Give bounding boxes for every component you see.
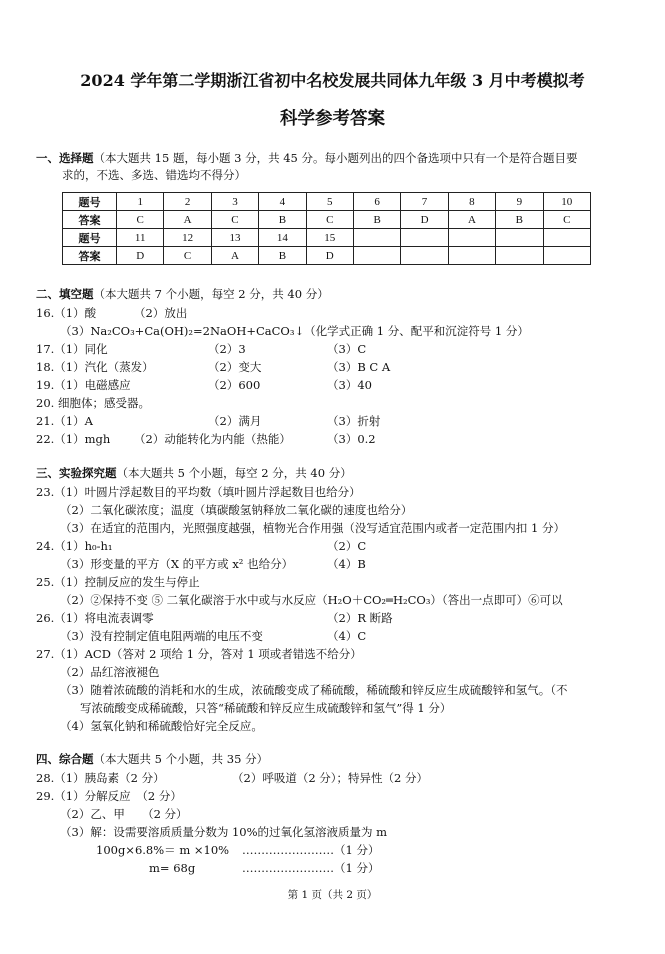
answer-line: 27.（1）ACD（答对 2 项给 1 分，答对 1 项或者错选不给分） [36, 647, 362, 661]
table-cell: C [164, 247, 211, 265]
answer-line: （3）40 [327, 378, 372, 392]
answer-line: 28.（1）胰岛素（2 分） [36, 771, 165, 785]
answer-line: （2）R 断路 [327, 611, 393, 625]
section3-desc: （本大题共 5 个小题，每空 2 分，共 40 分） [116, 466, 352, 480]
table-cell: D [306, 247, 353, 265]
answer-line: （2）二氧化碳浓度；温度（填碳酸氢钠释放二氧化碳的速度也给分） [60, 503, 413, 517]
section3-heading: 三、实验探究题 [36, 466, 117, 480]
score-note: ……………………（1 分） [242, 843, 380, 857]
table-cell: C [306, 211, 353, 229]
table-cell: 2 [164, 193, 211, 211]
section4-heading: 四、综合题 [36, 752, 94, 766]
table-cell [496, 229, 543, 247]
table-cell: 5 [306, 193, 353, 211]
section2-header [36, 287, 329, 301]
table-cell: 7 [401, 193, 448, 211]
document-subtitle: 科学参考答案 [280, 109, 385, 129]
calc-line: 100g×6.8%＝ m ×10% [96, 843, 230, 857]
calc-line: m= 68g [149, 861, 196, 875]
answer-line: （2）乙、甲 （2 分） [60, 807, 188, 821]
table-cell [496, 247, 543, 265]
answer-line: （4）氢氧化钠和稀硫酸恰好完全反应。 [60, 719, 263, 733]
table-cell: C [211, 211, 258, 229]
answer-line: （4）C [327, 629, 367, 643]
table-cell [543, 247, 590, 265]
table-cell: 9 [496, 193, 543, 211]
table-cell: 6 [353, 193, 400, 211]
table-cell: 3 [211, 193, 258, 211]
table-cell: B [259, 211, 306, 229]
answer-line: （3）折射 [327, 414, 381, 428]
row-label: 答案 [63, 211, 117, 229]
table-cell [353, 247, 400, 265]
row-label: 答案 [63, 247, 117, 265]
answer-line: 19.（1）电磁感应 [36, 378, 131, 392]
answer-line: （2）放出 [134, 306, 188, 320]
section1-heading: 一、选择题 [36, 151, 94, 165]
answer-line: （2）C [327, 539, 367, 553]
row-label: 题号 [63, 229, 117, 247]
table-cell: A [448, 211, 495, 229]
table-cell: 11 [117, 229, 164, 247]
table-row [63, 193, 591, 211]
answer-line: 24.（1）h₀-h₁ [36, 539, 113, 553]
table-cell: A [211, 247, 258, 265]
table-cell [448, 247, 495, 265]
answer-line: 26.（1）将电流表调零 [36, 611, 154, 625]
score-note: ……………………（1 分） [242, 861, 380, 875]
answer-line: （2）变大 [208, 360, 262, 374]
answer-line: （2）品红溶液褪色 [60, 665, 160, 679]
section3-header [36, 466, 352, 480]
answer-table [62, 192, 591, 265]
answer-line: （3）0.2 [327, 432, 376, 446]
table-cell [401, 229, 448, 247]
section2-desc: （本大题共 7 个小题，每空 2 分，共 40 分） [93, 287, 329, 301]
table-cell: A [164, 211, 211, 229]
table-cell: D [401, 211, 448, 229]
table-cell [401, 247, 448, 265]
answer-line: （2）动能转化为内能（热能） [134, 432, 291, 446]
answer-line: （2）满月 [208, 414, 262, 428]
table-cell [353, 229, 400, 247]
answer-line: （2）呼吸道（2 分）；特异性（2 分） [232, 771, 429, 785]
table-cell: B [259, 247, 306, 265]
answer-line: （3）随着浓硫酸的消耗和水的生成，浓硫酸变成了稀硫酸，稀硫酸和锌反应生成硫酸锌和氢气。（不 [60, 683, 568, 697]
section2-heading: 二、填空题 [36, 287, 94, 301]
table-cell: C [117, 211, 164, 229]
table-cell: B [353, 211, 400, 229]
table-cell: 10 [543, 193, 590, 211]
table-cell: D [117, 247, 164, 265]
answer-line: 25.（1）控制反应的发生与停止 [36, 575, 200, 589]
answer-line: （3）B C A [327, 360, 391, 374]
table-cell: B [496, 211, 543, 229]
table-cell: 15 [306, 229, 353, 247]
document-title: 2024 学年第二学期浙江省初中名校发展共同体九年级 3 月中考模拟考 [80, 71, 585, 90]
answer-line: 17.（1）同化 [36, 342, 108, 356]
answer-line: 16.（1）酸 [36, 306, 97, 320]
table-cell: 4 [259, 193, 306, 211]
answer-line: 写浓硫酸变成稀硫酸，只答“稀硫酸和锌反应生成硫酸锌和氢气”得 1 分） [80, 701, 452, 715]
answer-line: （2）3 [208, 342, 246, 356]
table-cell [448, 229, 495, 247]
row-label: 题号 [63, 193, 117, 211]
answer-line: （3）没有控制定值电阻两端的电压不变 [60, 629, 263, 643]
answer-line: 18.（1）汽化（蒸发） [36, 360, 154, 374]
section1-desc-2: 求的，不选、多选、错选均不得分） [62, 168, 246, 182]
table-cell: 12 [164, 229, 211, 247]
answer-line: （4）B [327, 557, 366, 571]
answer-line: （2）②保持不变 ⑤ 二氧化碳溶于水中或与水反应（H₂O＋CO₂═H₂CO₃）（答出一点即可）⑥可以 [60, 593, 563, 607]
answer-line: （2）600 [208, 378, 261, 392]
table-cell: C [543, 211, 590, 229]
page-footer: 第 1 页（共 2 页） [287, 889, 378, 901]
table-row [63, 229, 591, 247]
table-cell: 8 [448, 193, 495, 211]
section4-desc: （本大题共 5 个小题，共 35 分） [93, 752, 269, 766]
answer-line: （3）形变量的平方（X 的平方或 x² 也给分） [60, 557, 294, 571]
answer-line: （3）解：设需要溶质质量分数为 10%的过氧化氢溶液质量为 m [60, 825, 388, 839]
table-cell: 13 [211, 229, 258, 247]
table-row [63, 247, 591, 265]
answer-line: 23.（1）叶圆片浮起数目的平均数（填叶圆片浮起数目也给分） [36, 485, 361, 499]
answer-line: 22.（1）mgh [36, 432, 111, 446]
table-row [63, 211, 591, 229]
answer-line: （3）Na₂CO₃+Ca(OH)₂=2NaOH+CaCO₃↓（化学式正确 1 分、配平和沉淀符号 1 分） [60, 324, 529, 338]
answer-line: 20. 细胞体；感受器。 [36, 396, 150, 410]
section4-header [36, 752, 268, 766]
section1-header [36, 151, 578, 165]
answer-line: （3）在适宜的范围内，光照强度越强，植物光合作用强（没写适宜范围内或者一定范围内扣 1 分） [60, 521, 565, 535]
answer-line: （3）C [327, 342, 367, 356]
section1-desc-1: （本大题共 15 题，每小题 3 分，共 45 分。每小题列出的四个备选项中只有一个是符合题目要 [93, 151, 578, 165]
answer-line: 21.（1）A [36, 414, 93, 428]
table-cell: 14 [259, 229, 306, 247]
table-cell [543, 229, 590, 247]
answer-line: 29.（1）分解反应 （2 分） [36, 789, 182, 803]
table-cell: 1 [117, 193, 164, 211]
